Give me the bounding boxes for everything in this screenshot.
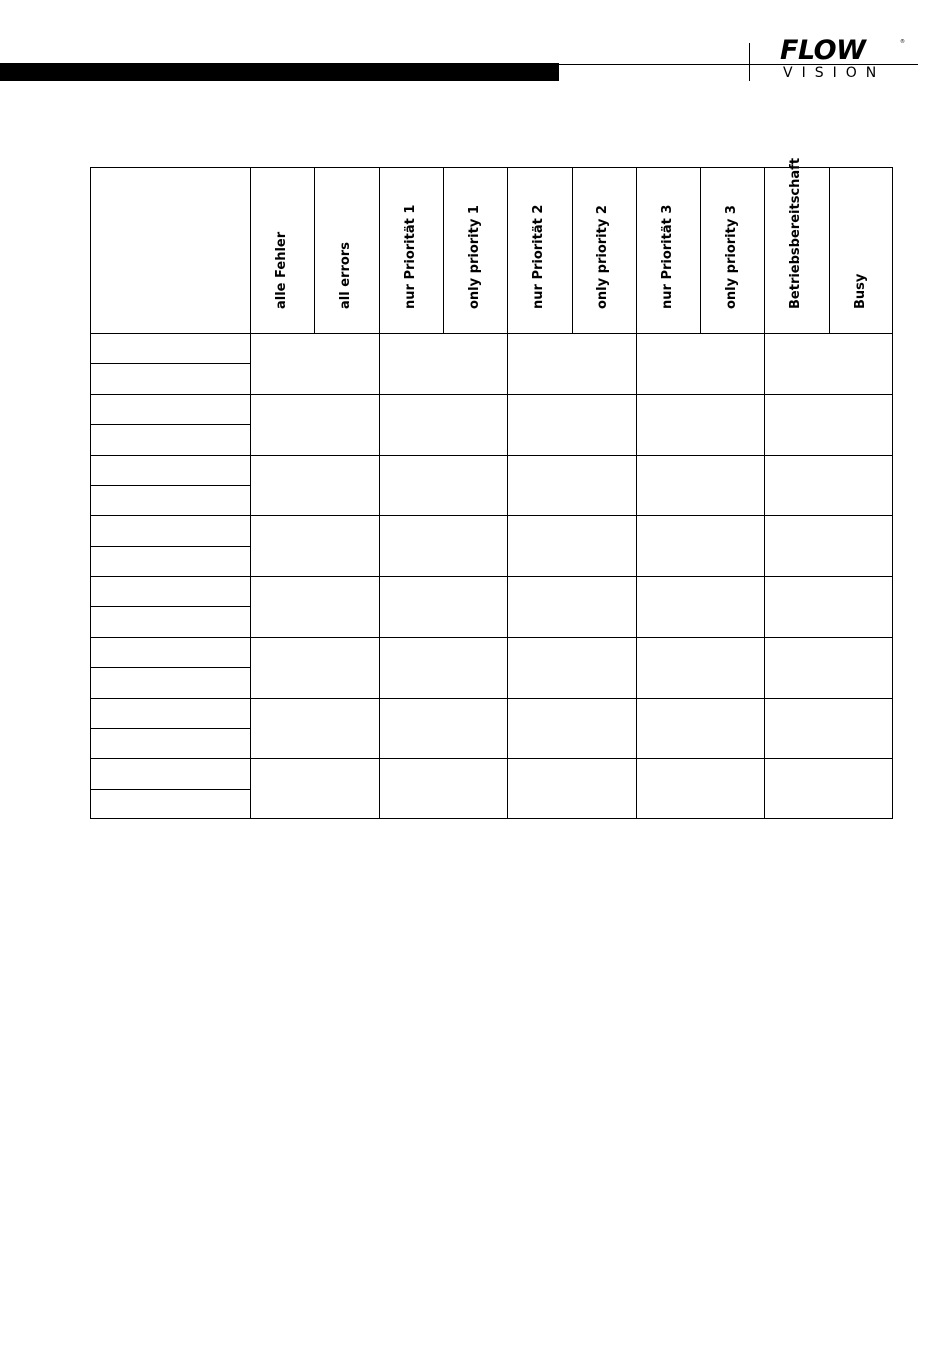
header-bar (0, 63, 559, 81)
column-header-label: only priority 1 (467, 205, 482, 309)
column-header-label: Betriebsbereitschaft (788, 157, 803, 309)
column-header-nur-prioritaet-2 (507, 168, 571, 331)
column-header-label: alle Fehler (274, 231, 289, 309)
column-header-label: all errors (338, 242, 353, 309)
column-header-label: only priority 2 (595, 205, 610, 309)
logo-wordmark: FLOW (780, 35, 866, 66)
flow-vision-logo (780, 36, 905, 84)
column-header-betriebsbereitschaft (764, 157, 828, 331)
column-header-label: nur Priorität 2 (531, 204, 546, 309)
column-header-alle-fehler (250, 168, 314, 331)
column-header-busy (828, 168, 893, 331)
column-header-label: nur Priorität 3 (659, 204, 675, 309)
column-header-all-errors (314, 168, 378, 331)
assignment-table (90, 157, 893, 819)
column-header-label: Busy (852, 273, 868, 309)
column-header-only-priority-2 (571, 168, 635, 331)
column-header-only-priority-3 (700, 168, 764, 331)
header-tick-mark (749, 43, 750, 81)
column-header-label: nur Priorität 1 (403, 204, 418, 309)
column-header-nur-prioritaet-1 (379, 168, 443, 331)
registered-mark: ® (900, 39, 905, 45)
column-header-nur-prioritaet-3 (635, 168, 700, 331)
column-header-label: only priority 3 (724, 205, 739, 309)
logo-subtitle: VISION (783, 65, 886, 81)
column-header-only-priority-1 (443, 168, 507, 331)
